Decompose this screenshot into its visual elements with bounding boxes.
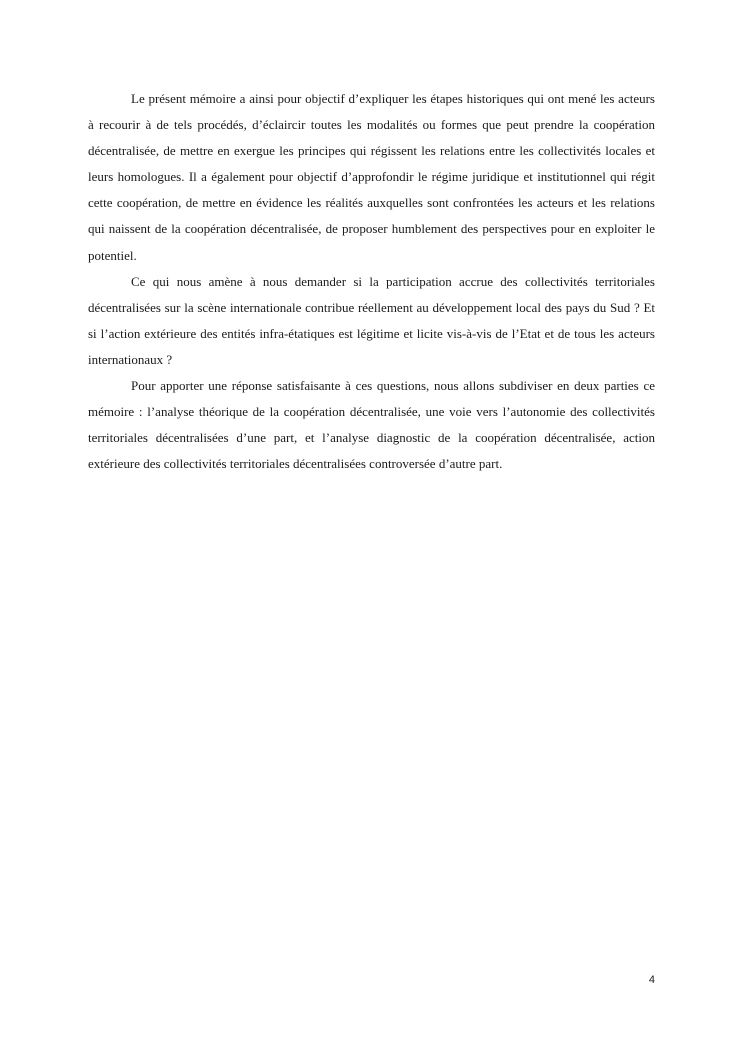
body-text — [88, 86, 655, 477]
paragraph-research-question: Ce qui nous amène à nous demander si la participation accrue des collectivités territoriales décentralisées sur la scène internationale contribue réellement au développement local des pays du Sud ? Et si l’action extérieure des entités infra-étatiques est légitime et licite vis-à-vis de l’Etat et de tous les acteurs internationaux ? — [88, 273, 655, 367]
paragraph-objectives: Le présent mémoire a ainsi pour objectif d’expliquer les étapes historiques qui ont mené les acteurs à recourir à de tels procédés, d’éclaircir toutes les modalités ou formes que peut prendre la coopération décentralisée, de mettre en exergue les principes qui régissent les relations entre les collectivités locales et leurs homologues. Il a également pour objectif d’approfondir le régime juridique et institutionnel qui régit cette coopération, de mettre en évidence les réalités auxquelles sont confrontées les acteurs et les relations qui naissent de la coopération décentralisée, de proposer humblement des perspectives pour en exploiter le potentiel. — [88, 91, 655, 263]
page-number: 4 — [648, 974, 655, 986]
paragraph-plan: Pour apporter une réponse satisfaisante à ces questions, nous allons subdiviser en deux parties ce mémoire : l’analyse théorique de la coopération décentralisée, une voie vers l’autonomie des collectivités territoriales décentralisées d’une part, et l’analyse diagnostic de la coopération décentralisée, action extérieure des collectivités territoriales décentralisées controversée d’autre part. — [88, 378, 655, 472]
